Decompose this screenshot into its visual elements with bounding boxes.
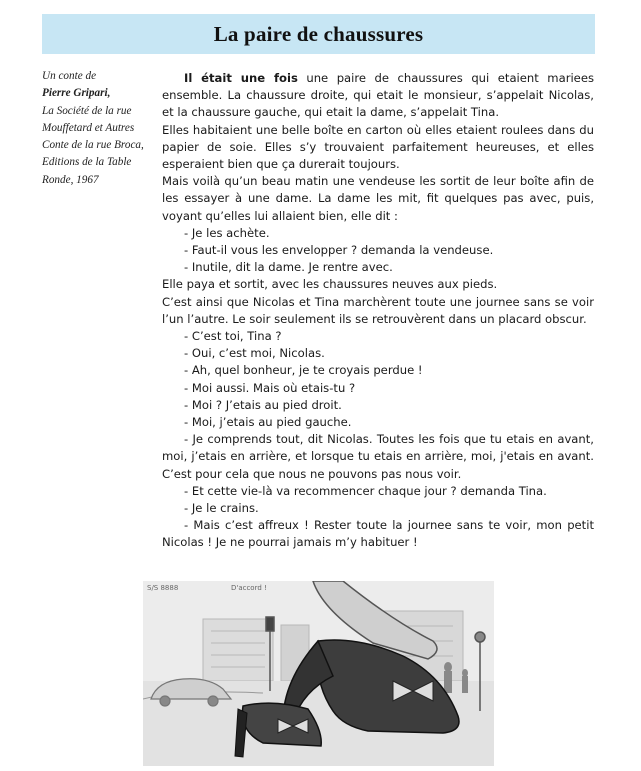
story-paragraph: Elle paya et sortit, avec les chaussures neuves aux pieds.	[162, 277, 498, 292]
dialogue-line: - Inutile, dit la dame. Je rentre avec.	[184, 260, 393, 275]
dialogue-line: - Oui, c’est moi, Nicolas.	[184, 346, 325, 361]
credit-line: Mouffetard et Autres	[42, 121, 135, 134]
page-title: La paire de chaussures	[213, 21, 424, 46]
dialogue-line: - Et cette vie-là va recommencer chaque jour ? demanda Tina.	[184, 483, 547, 498]
story-text-run: une paire de chaussures qui etaient mariees ensemble. La chaussure droite, qui etait le monsieur, s’appelait Nicolas, et la chaussure gauche, qui etait la dame, s’appelait Tina.	[162, 71, 594, 120]
story-paragraph: Mais voilà qu’un beau matin une vendeuse les sortit de leur boîte afin de les essayer à une dame. La dame les mit, fit quelques pas avec, puis, voyant qu’elles lui allaient bien, elle dit :	[162, 174, 594, 223]
illustration-caption-mid: D'accord !	[231, 584, 267, 592]
credit-line: Un conte de	[42, 70, 97, 82]
dialogue-line: - Moi aussi. Mais où etais-tu ?	[184, 380, 356, 395]
story-paragraph	[162, 70, 594, 122]
dialogue-line: - Moi, j’etais au pied gauche.	[184, 415, 352, 430]
credit-line: Ronde, 1967	[42, 173, 99, 186]
dialogue-line: - Moi ? J’etais au pied droit.	[184, 397, 342, 412]
dialogue-line: - Je le crains.	[184, 501, 259, 516]
story-lead-in: Il était une fois	[184, 71, 298, 85]
dialogue-line: - Ah, quel bonheur, je te croyais perdue !	[184, 363, 423, 378]
illustration-caption-left: S/S 8888	[147, 584, 179, 592]
dialogue-line: - Je les achète.	[184, 225, 270, 240]
credit-line: La Société de la rue	[42, 104, 132, 117]
dialogue-line: - C’est toi, Tina ?	[184, 329, 282, 344]
credit-line: Editions de la Table	[42, 156, 132, 169]
dialogue-line: - Mais c’est affreux ! Rester toute la journee sans te voir, mon petit Nicolas ! Je ne pourrai jamais m’y habituer !	[162, 518, 594, 550]
dialogue-line: - Faut-il vous les envelopper ? demanda la vendeuse.	[184, 243, 494, 258]
credit-line: Conte de la rue Broca,	[42, 139, 144, 152]
story-paragraph: C’est ainsi que Nicolas et Tina marchèrent toute une journee sans se voir l’un l’autre. Le soir seulement ils se retrouvèrent dans un placard obscur.	[162, 294, 594, 326]
story-paragraph: Elles habitaient une belle boîte en carton où elles etaient roulees dans du papier de soie. Elles s’y trouvaient parfaitement heureuses, et elles esperaient bien que ça durerait toujours.	[162, 122, 594, 172]
illustration-drawing	[143, 581, 494, 766]
credit-author: Pierre Gripari,	[42, 87, 111, 100]
title-banner	[42, 14, 595, 54]
story-text	[162, 70, 594, 552]
shoe-illustration	[143, 581, 494, 766]
dialogue-line: - Je comprends tout, dit Nicolas. Toutes les fois que tu etais en avant, moi, j’etais en arrière, et lorsque tu etais en arrière, moi, j'etais en avant. C’est pour cela que nous ne pouvons pas nous voir.	[162, 432, 594, 481]
source-credit	[42, 68, 154, 189]
